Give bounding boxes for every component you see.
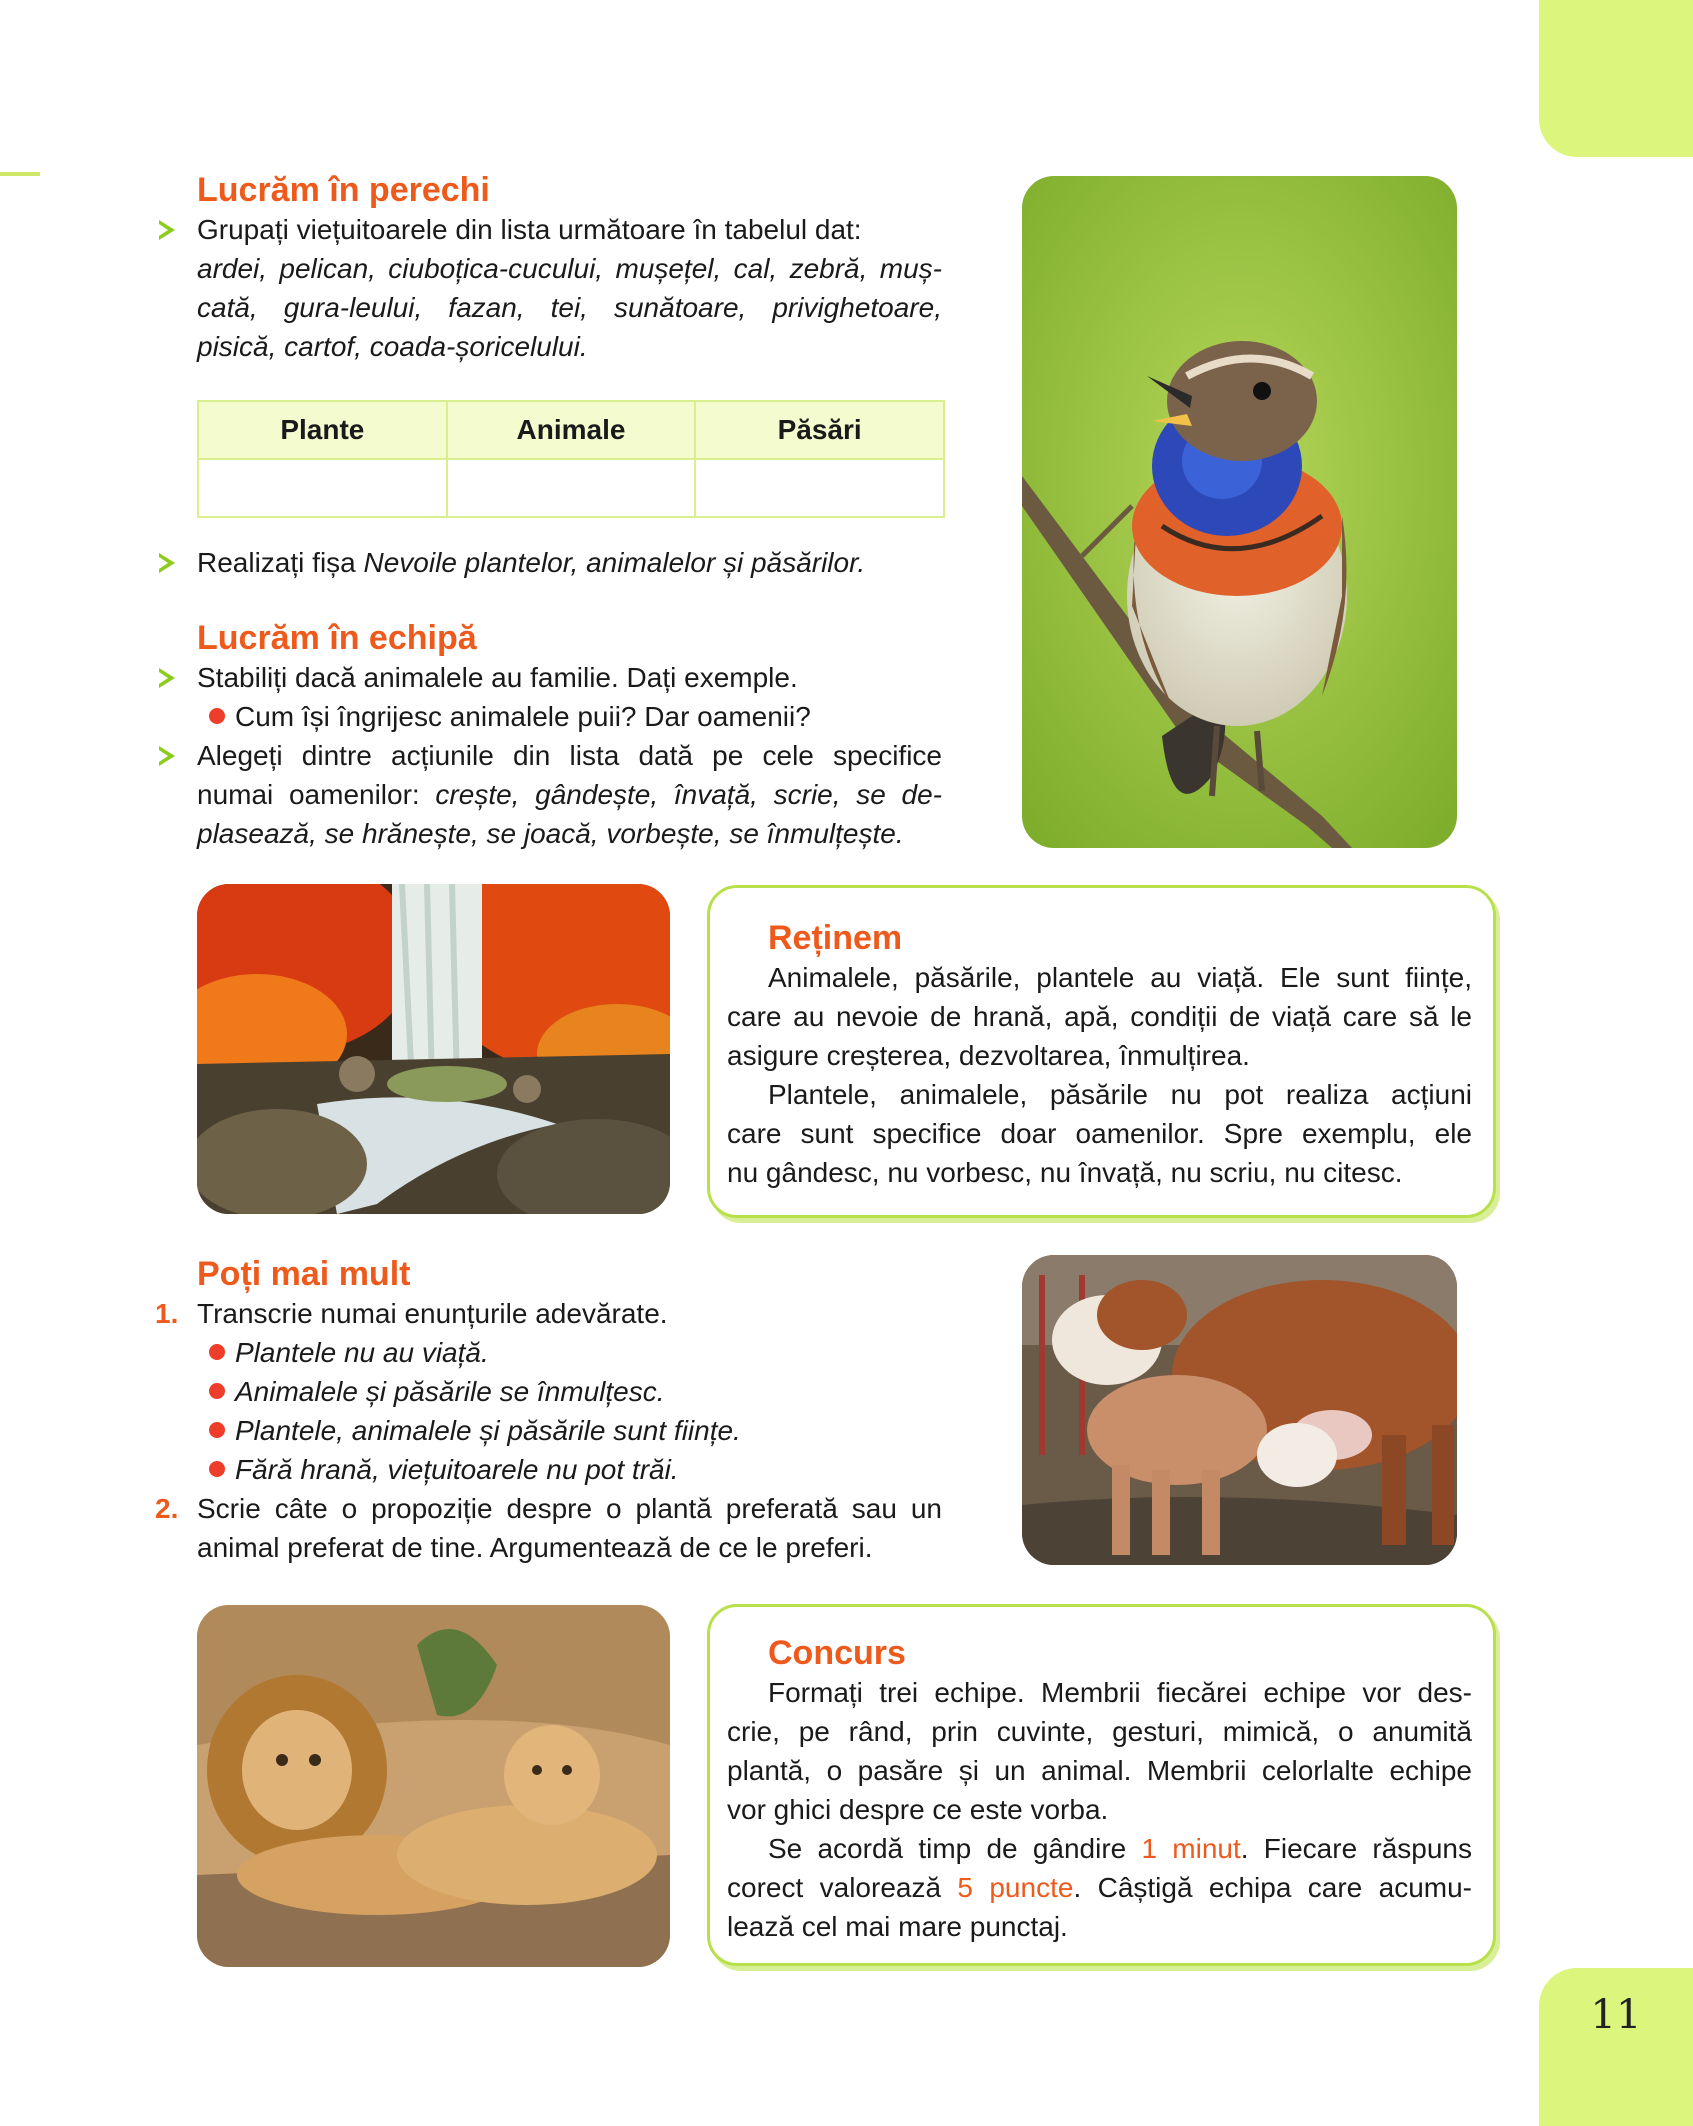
task-worksheet: Realizați fișa Nevoile plantelor, animalelor și păsărilor. [197,543,942,582]
sorting-table [197,400,945,518]
concurs-line: corect valorează 5 puncte. Câștigă echipa care acumu- [727,1872,1472,1903]
arrow-bullet-icon [159,220,175,240]
exercise-2: 2. Scrie câte o propoziție despre o plantă preferată sau un [155,1493,942,1524]
table-cell[interactable] [198,459,447,517]
dot-bullet-icon [209,1422,225,1438]
organism-list-line: ardei, pelican, ciuboțica-cucului, mușețel, cal, zebră, muș- [197,253,942,284]
table-row [198,459,944,517]
statement-item: Animalele și păsările se înmulțesc. [197,1372,942,1411]
retinem-line: nu gândesc, nu vorbesc, nu învață, nu scriu, nu citesc. [727,1157,1403,1188]
section-more [155,1254,942,1567]
heading-pairs: Lucrăm în perechi [197,171,490,209]
retinem-line: Plantele, animalele, păsările nu pot realiza acțiuni [768,1079,1472,1110]
heading-team: Lucrăm în echipă [197,619,477,657]
concurs-box [707,1604,1496,1966]
task-human-actions-line: numai oamenilor: crește, gândește, învață, scrie, se de- [197,779,942,810]
dot-bullet-icon [209,1383,225,1399]
task-group-organisms: Grupați viețuitoarele din lista următoare în tabelul dat: [197,210,942,249]
points-highlight: 5 puncte [957,1872,1074,1903]
cow-and-calf-photo [1022,1255,1457,1565]
concurs-line: vor ghici despre ce este vorba. [727,1794,1109,1825]
concurs-line: Se acordă timp de gândire 1 minut. Fiecare răspuns [768,1833,1472,1864]
lions-photo [197,1605,670,1967]
bluethroat-bird-photo [1022,176,1457,848]
heading-retinem: Reținem [768,919,903,957]
organism-list-line: pisică, cartof, coada-șoricelului. [197,331,588,362]
exercise-1: 1. Transcrie numai enunțurile adevărate. [155,1298,668,1329]
organism-list-line: cată, gura-leului, fazan, tei, sunătoare, privighetoare, [197,292,942,323]
concurs-line: crie, pe rând, prin cuvinte, gesturi, mimică, o anumită [727,1716,1472,1747]
concurs-line: Formați trei echipe. Membrii fiecărei echipe vor des- [768,1677,1472,1708]
statement-item: Plantele, animalele și păsările sunt ființe. [197,1411,942,1450]
heading-concurs: Concurs [768,1634,906,1672]
task-human-actions: Alegeți dintre acțiunile din lista dată pe cele specifice [197,736,942,775]
time-highlight: 1 minut [1141,1833,1241,1864]
concurs-line: plantă, o pasăre și un animal. Membrii celorlalte echipe [727,1755,1472,1786]
table-header-animale: Animale [447,401,696,459]
corner-tab-top [1539,0,1693,157]
retinem-line: care sunt specifice doar oamenilor. Spre exemplu, ele [727,1118,1472,1149]
retinem-line: Animalele, păsările, plantele au viață. Ele sunt ființe, [768,962,1472,993]
heading-more: Poți mai mult [197,1255,411,1293]
table-cell[interactable] [447,459,696,517]
retinem-line: care au nevoie de hrană, apă, condiții de viață care să le [727,1001,1472,1032]
retinem-line: asigure creșterea, dezvoltarea, înmulțirea. [727,1040,1250,1071]
dot-bullet-icon [209,1344,225,1360]
arrow-bullet-icon [159,746,175,766]
dot-bullet-icon [209,1461,225,1477]
page-number: 11 [1590,1992,1642,2038]
arrow-bullet-icon [159,668,175,688]
arrow-bullet-icon [159,553,175,573]
section-team [197,618,942,853]
concurs-line: lează cel mai mare punctaj. [727,1911,1068,1942]
table-header-plante: Plante [198,401,447,459]
dot-bullet-icon [209,708,225,724]
task-human-actions-line: plasează, se hrănește, se joacă, vorbește, se înmulțește. [197,818,904,849]
retinem-box [707,885,1496,1218]
table-header-pasari: Păsări [695,401,944,459]
margin-mark [0,172,40,176]
section-pairs [197,170,942,366]
exercise-2-line: animal preferat de tine. Argumentează de ce le preferi. [197,1532,873,1563]
autumn-waterfall-photo [197,884,670,1214]
table-cell[interactable] [695,459,944,517]
question-care: Cum își îngrijesc animalele puii? Dar oamenii? [197,697,942,736]
task-families: Stabiliți dacă animalele au familie. Dați exemple. [197,658,942,697]
statement-item: Plantele nu au viață. [197,1333,942,1372]
statement-item: Fără hrană, viețuitoarele nu pot trăi. [197,1450,942,1489]
